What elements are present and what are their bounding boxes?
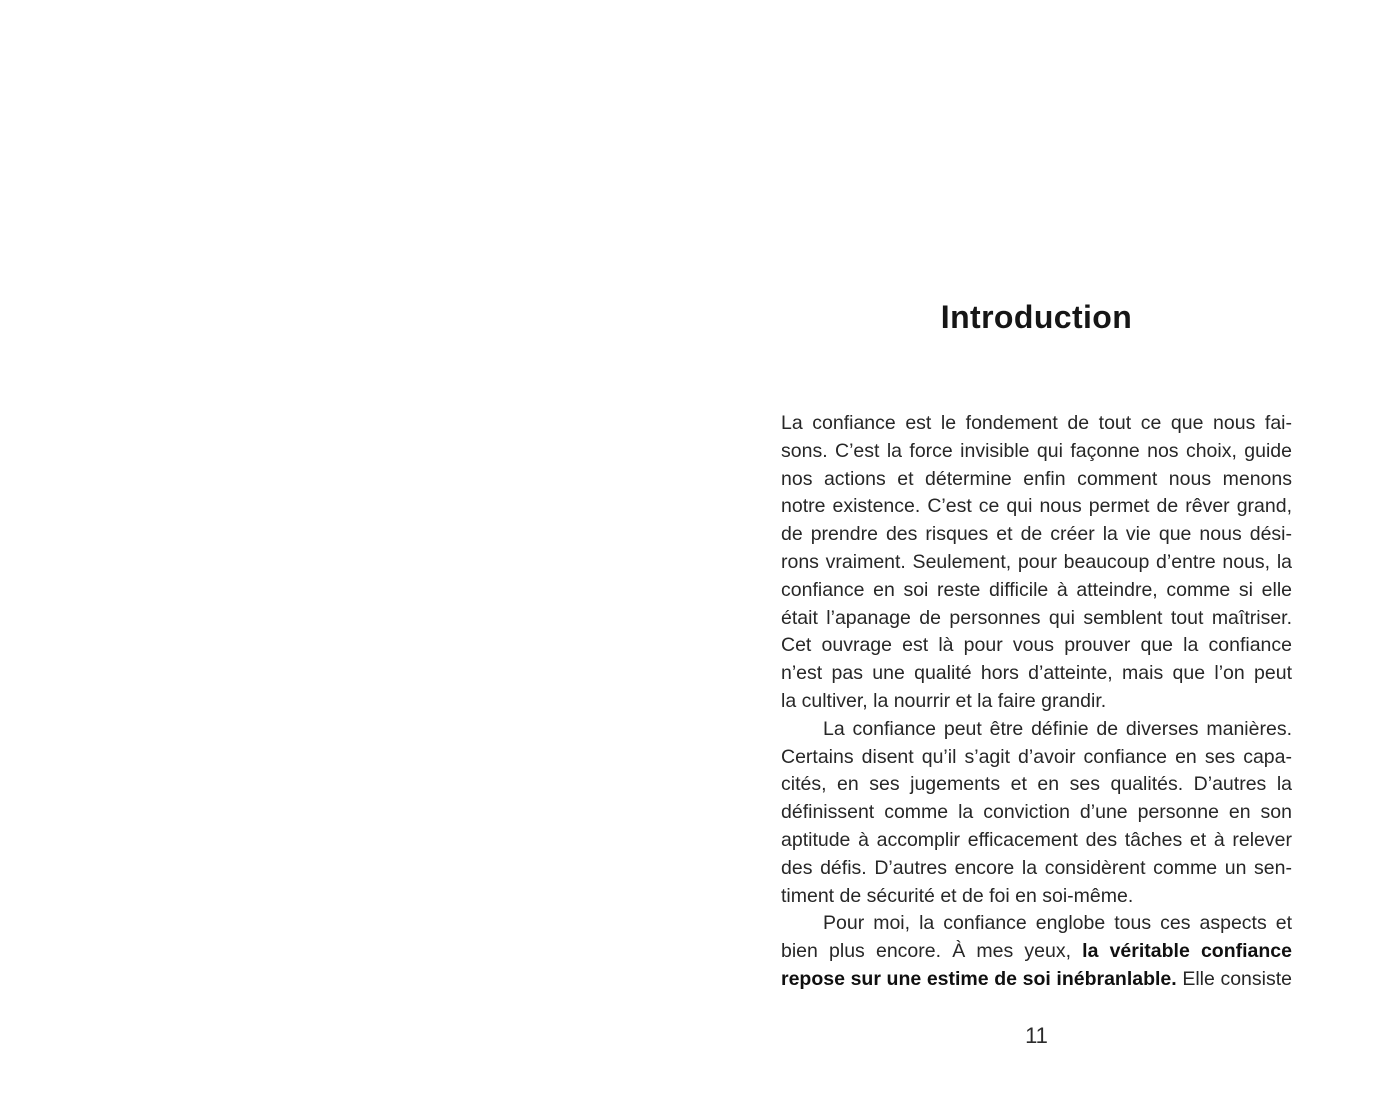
- text-line: la cultiver, la nourrir et la faire grandir.: [781, 689, 1107, 712]
- text-line: timent de sécurité et de foi en soi-même.: [781, 884, 1134, 907]
- text-line: aptitude à accomplir efficacement des tâches et à relever: [781, 828, 1292, 851]
- text-line: Certains disent qu’il s’agit d’avoir confiance en ses capa-: [781, 745, 1292, 768]
- text-line: confiance en soi reste difficile à atteindre, comme si elle: [781, 578, 1292, 601]
- text-line: des défis. D’autres encore la considèrent comme un sen-: [781, 856, 1292, 879]
- page-number: 11: [1025, 1023, 1048, 1048]
- text-line: [781, 938, 1292, 966]
- text-line: Cet ouvrage est là pour vous prouver que la confiance: [781, 634, 1292, 657]
- text-line: La confiance peut être définie de diverses manières.: [823, 717, 1292, 740]
- text-segment-bold: la véritable confiance: [1082, 940, 1292, 963]
- text-line: rons vraiment. Seulement, pour beaucoup d’entre nous, la: [781, 550, 1292, 573]
- text-segment: bien plus encore. À mes yeux,: [781, 940, 1083, 963]
- text-line: Pour moi, la confiance englobe tous ces aspects et: [823, 912, 1292, 935]
- text-line: de prendre des risques et de créer la vie que nous dési-: [781, 523, 1292, 546]
- page-body: [781, 410, 1292, 994]
- text-line: sons. C’est la force invisible qui façonne nos choix, guide: [781, 439, 1292, 462]
- text-line: définissent comme la conviction d’une personne en son: [781, 801, 1292, 824]
- text-line: était l’apanage de personnes qui semblent tout maîtriser.: [781, 606, 1292, 629]
- text-line: cités, en ses jugements et en ses qualités. D’autres la: [781, 773, 1292, 796]
- text-segment-bold: repose sur une estime de soi inébranlable.: [781, 967, 1177, 990]
- text-line: [781, 966, 1292, 994]
- text-segment: Elle consiste: [1176, 967, 1292, 990]
- text-line: notre existence. C’est ce qui nous permet de rêver grand,: [781, 495, 1292, 518]
- text-line: La confiance est le fondement de tout ce que nous fai-: [781, 412, 1292, 434]
- text-line: n’est pas une qualité hors d’atteinte, mais que l’on peut: [781, 662, 1292, 685]
- chapter-title: Introduction: [940, 299, 1133, 335]
- text-line: nos actions et détermine enfin comment nous menons: [781, 467, 1292, 490]
